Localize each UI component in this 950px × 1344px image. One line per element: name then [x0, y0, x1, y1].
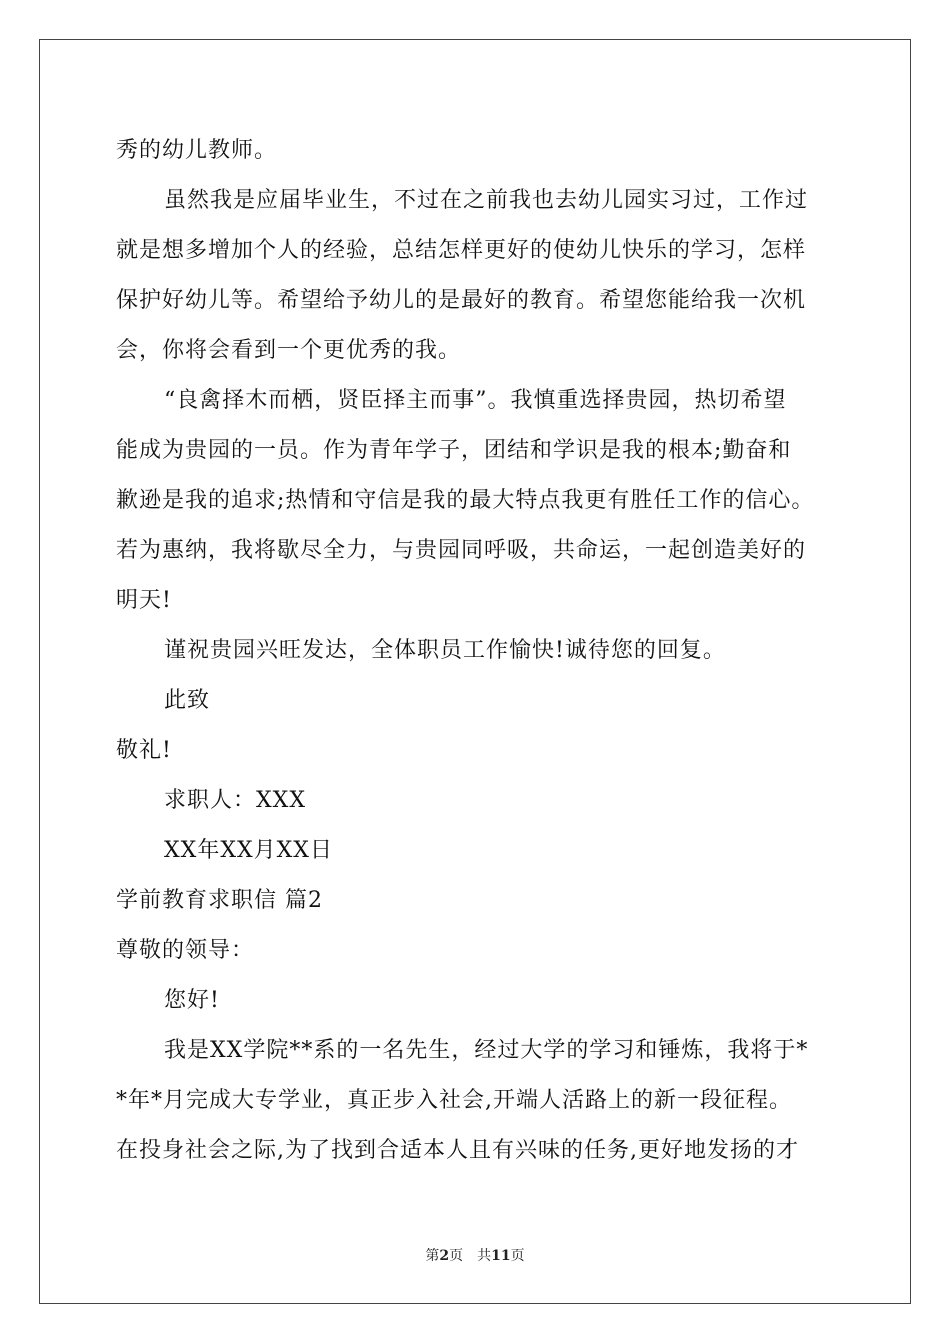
paragraph-line: 歉逊是我的追求;热情和守信是我的最大特点我更有胜任工作的信心。	[116, 488, 815, 513]
page-current: 2	[439, 1248, 450, 1264]
total-suffix: 页	[510, 1248, 525, 1264]
letter-date: XX年XX月XX日	[164, 838, 333, 863]
paragraph-line: 谨祝贵园兴旺发达，全体职员工作愉快!诚待您的回复。	[164, 638, 726, 663]
paragraph-line: 会，你将会看到一个更优秀的我。	[116, 338, 462, 363]
closing-regards: 敬礼!	[116, 738, 172, 763]
paragraph-line: 虽然我是应届毕业生，不过在之前我也去幼儿园实习过，工作过	[164, 188, 809, 213]
applicant-signature: 求职人：XXX	[164, 788, 306, 813]
paragraph-line: 我是XX学院**系的一名先生，经过大学的学习和锤炼，我将于*	[164, 1038, 809, 1063]
page-suffix: 页	[449, 1248, 464, 1264]
closing-salutation: 此致	[164, 688, 211, 713]
section-heading: 学前教育求职信 篇2	[116, 888, 323, 913]
paragraph-line: “良禽择木而栖，贤臣择主而事”。我慎重选择贵园，热切希望	[164, 388, 787, 413]
paragraph-line: 明天!	[116, 588, 172, 613]
document-body	[116, 126, 846, 1176]
paragraph-line: 能成为贵园的一员。作为青年学子，团结和学识是我的根本;勤奋和	[116, 438, 792, 463]
page-total: 11	[491, 1248, 511, 1264]
total-prefix: 共	[477, 1248, 492, 1264]
greeting-recipient: 尊敬的领导：	[116, 938, 255, 963]
paragraph-line: 保护好幼儿等。希望给予幼儿的是最好的教育。希望您能给我一次机	[116, 288, 807, 313]
page-prefix: 第	[425, 1248, 440, 1264]
page-footer	[0, 1245, 950, 1265]
paragraph-line: 在投身社会之际,为了找到合适本人且有兴味的任务,更好地发扬的才	[116, 1138, 799, 1163]
paragraph-line: *年*月完成大专学业，真正步入社会,开端人活路上的新一段征程。	[116, 1088, 792, 1113]
paragraph-line: 就是想多增加个人的经验，总结怎样更好的使幼儿快乐的学习，怎样	[116, 238, 807, 263]
greeting-hello: 您好!	[164, 988, 220, 1013]
paragraph-line: 若为惠纳，我将歇尽全力，与贵园同呼吸，共命运，一起创造美好的	[116, 538, 807, 563]
paragraph-line: 秀的幼儿教师。	[116, 138, 278, 163]
